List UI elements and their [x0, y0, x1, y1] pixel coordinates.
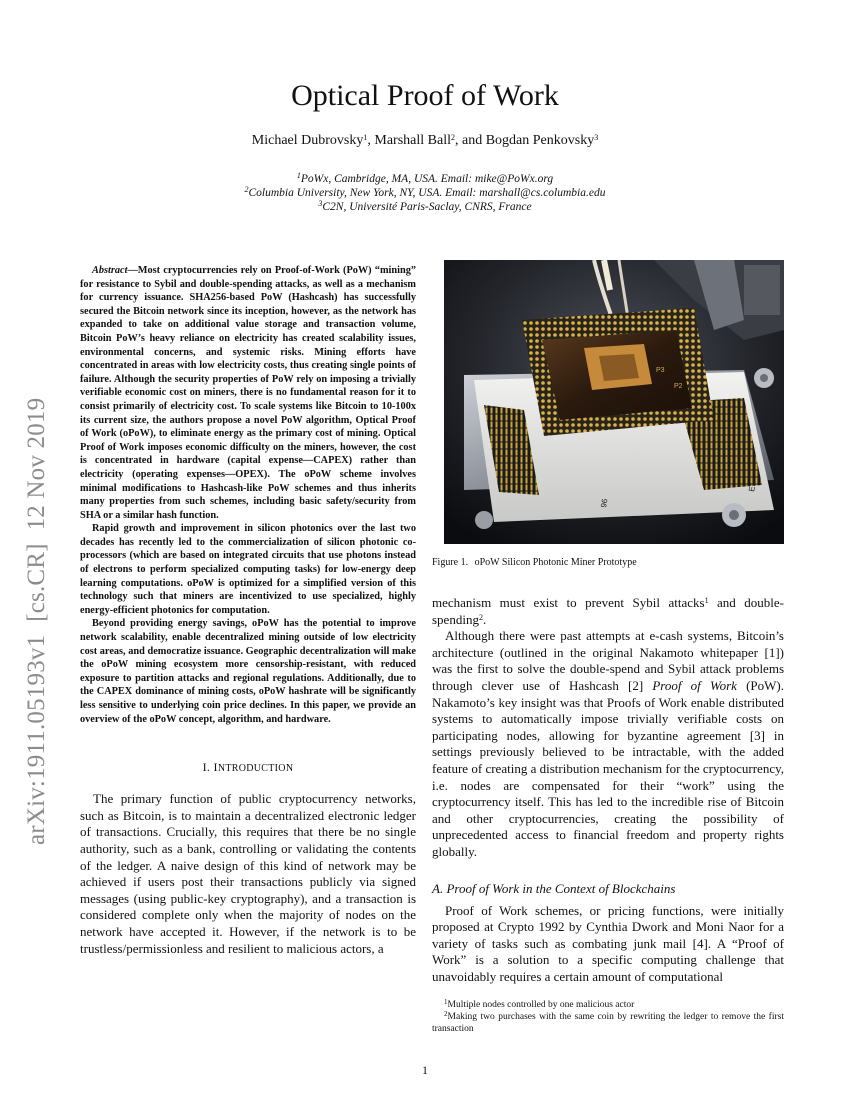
subsection-heading: A. Proof of Work in the Context of Blockchains [432, 880, 676, 896]
figure-caption [432, 557, 784, 569]
affiliation-line [0, 172, 850, 186]
affiliation-line [0, 186, 850, 200]
board-label: P3 [656, 367, 665, 374]
section-number: I. [202, 760, 214, 775]
author-name: Bogdan Penkovsky [485, 133, 595, 148]
author-affil-mark: 1 [363, 133, 368, 142]
figure-caption-text: oPoW Silicon Photonic Miner Prototype [474, 557, 637, 568]
abstract-label: Abstract [92, 265, 128, 276]
arxiv-stamp-text: arXiv:1911.05193v1 [cs.CR] 12 Nov 2019 [23, 397, 50, 845]
right-column-body [432, 595, 784, 985]
body-text: Although there were past attempts at e-cash systems, Bitcoin’s architecture (outlined in the original Nakamoto whitepaper [1]) was the first to solve the double-spend and Sybil attack problems through clever use of Hashcash [2] [432, 628, 784, 693]
affiliation-text: Columbia University, New York, NY, USA. Email: marshall@cs.columbia.edu [248, 187, 606, 199]
affiliation-text: PoWx, Cambridge, MA, USA. Email: mike@PoWx.org [300, 173, 554, 185]
right-column [432, 260, 784, 1035]
abstract-text: Most cryptocurrencies rely on Proof-of-Work (PoW) “mining” for resistance to Sybil and double-spending attacks, as well as a mechanism for currency issuance. SHA256-based PoW (Hashcash) has successfully secured the Bitcoin network since its inception, however, as the network has expanded to take on additional value storage and transaction volume, Bitcoin PoW’s heavy reliance on electricity has created scalability issues, environmental concerns, and systemic risks. Mining efforts have concentrated in areas with low electricity costs, thus creating single points of failure. Although the security properties of PoW rely on imposing a trivially verifiable economic cost on miners, there is no fundamental reason for it to consist primarily of electricity cost. To scale systems like Bitcoin to 10-100x its current size, the authors propose a novel PoW algorithm, Optical Proof of Work (oPoW), to eliminate energy as the primary cost of mining. Optical Proof of Work imposes economic difficulty on the miners, however, the cost is concentrated in hardware (capital expense—CAPEX) rather than electricity (operating expenses—OPEX). The oPoW scheme involves minimal modifications to Hashcash-like PoW schemes and thus inherits many properties from such schemes, including basic safety/security from SHA or a similar hash function. [80, 265, 416, 521]
footnote [432, 1011, 784, 1035]
abstract [80, 264, 416, 726]
footnote-text: Making two purchases with the same coin by rewriting the ledger to remove the first transaction [432, 1012, 784, 1035]
author-list [0, 132, 850, 150]
affiliation-mark: 1 [296, 171, 301, 180]
board-label: 96 [599, 498, 610, 509]
author-affil-mark: 2 [450, 133, 455, 142]
abstract-paragraph: Beyond providing energy savings, oPoW has the potential to improve network scalability, enable decentralized mining outside of low electricity cost areas, and democratize issuance. Geographic decentralization will make the oPoW mining ecosystem more censorship-resistant, with reduced exposure to partition attacks and regional regulations. Additionally, due to the CAPEX dominance of mining costs, oPoW hashrate will be significantly less sensitive to underlying coin price declines. In this paper, we provide an overview of the oPoW concept, algorithm, and hardware. [80, 618, 416, 725]
author-name: Marshall Ball [374, 133, 451, 148]
author-affil-mark: 3 [594, 133, 599, 142]
affiliation-mark: 2 [244, 185, 249, 194]
section-title-initial: I [213, 760, 218, 775]
footnote-mark: 1 [704, 596, 709, 605]
figure-1 [432, 260, 784, 569]
footnote-number: 1 [444, 998, 448, 1007]
affiliation-line [0, 200, 850, 214]
body-paragraph [432, 628, 784, 860]
body-paragraph: Proof of Work schemes, or pricing functions, were initially proposed at Crypto 1992 by Cynthia Dwork and Moni Naor for a variety of tasks such as combating junk mail [4]. A “Proof of Work” is a solution to a specific computing challenge that unavoidably requires a certain amount of computational [432, 902, 784, 984]
miner-prototype-photo [444, 260, 784, 544]
board-label: E1 [747, 481, 758, 493]
section-heading-introduction [80, 759, 416, 777]
introduction-body [80, 791, 416, 957]
affiliation-block [0, 172, 850, 214]
body-text: mechanism must exist to prevent Sybil attacks [432, 595, 705, 610]
figure-label: Figure 1. [432, 557, 469, 568]
abstract-paragraph: Rapid growth and improvement in silicon photonics over the last two decades has recently led to the commercialization of silicon photonic co-processors (which are based on integrated circuits that use photons instead of electrons to perform specialized computing tasks) for low-energy deep learning computations. oPoW is optimized for a simplified version of this technology such that miners are incentivized to use specialized, highly energy-efficient photonics for computation. [80, 523, 416, 616]
page-number: 1 [422, 1063, 428, 1077]
body-text: (PoW). Nakamoto’s key insight was that Proofs of Work enable distributed systems to automatically impose trivially verifiable costs on participating nodes, allowing for byzantine agreement [3] in settings previously believed to be intractable, with the added feature of creating a distribution mechanism for the cryptocurrency, i.e. nodes are compensated for their “work” using the cryptocurrency itself. This has led to the incredible rise of Bitcoin and other cryptocurrencies, creating the possibility of unprecedented access to financial freedom and property rights globally. [432, 677, 784, 859]
paper-title: Optical Proof of Work [291, 79, 559, 112]
author-separator: , and [454, 133, 486, 148]
footnote-text: Multiple nodes controlled by one malicious actor [447, 1000, 635, 1011]
footnote [432, 999, 784, 1011]
body-text: and double-spending [432, 595, 785, 627]
footnotes [432, 999, 784, 1035]
left-column [80, 264, 416, 957]
footnote-number: 2 [444, 1010, 448, 1019]
body-paragraph [432, 595, 784, 628]
affiliation-text: C2N, Université Paris-Saclay, CNRS, France [322, 201, 532, 213]
author-separator: , [367, 133, 375, 148]
abstract-paragraph [80, 264, 416, 522]
author-name: Michael Dubrovsky [251, 133, 364, 148]
body-emphasis: Proof of Work [652, 677, 737, 693]
body-text: . [482, 611, 487, 627]
section-title-smallcaps: NTRODUCTION [217, 763, 294, 775]
body-paragraph: The primary function of public cryptocurrency networks, such as Bitcoin, is to maintain a decentralized electronic ledger of transactions. Crucially, this requires that there be no single authority, such as a bank, controlling or validating the contents of the ledger. A naive design of this kind of network may be achieved if users post their transactions publicly via signed messages (using public-key cryptography), and a transaction is considered complete only when the majority of nodes on the network have accepted it. However, if the network is to be trustless/permissionless and resilient to malicious actors, a [80, 791, 416, 956]
affiliation-mark: 3 [318, 199, 323, 208]
board-label: P2 [674, 383, 683, 390]
footnote-mark: 2 [478, 612, 483, 622]
arxiv-identifier-stamp [0, 0, 70, 1100]
abstract-dash: — [127, 265, 138, 276]
